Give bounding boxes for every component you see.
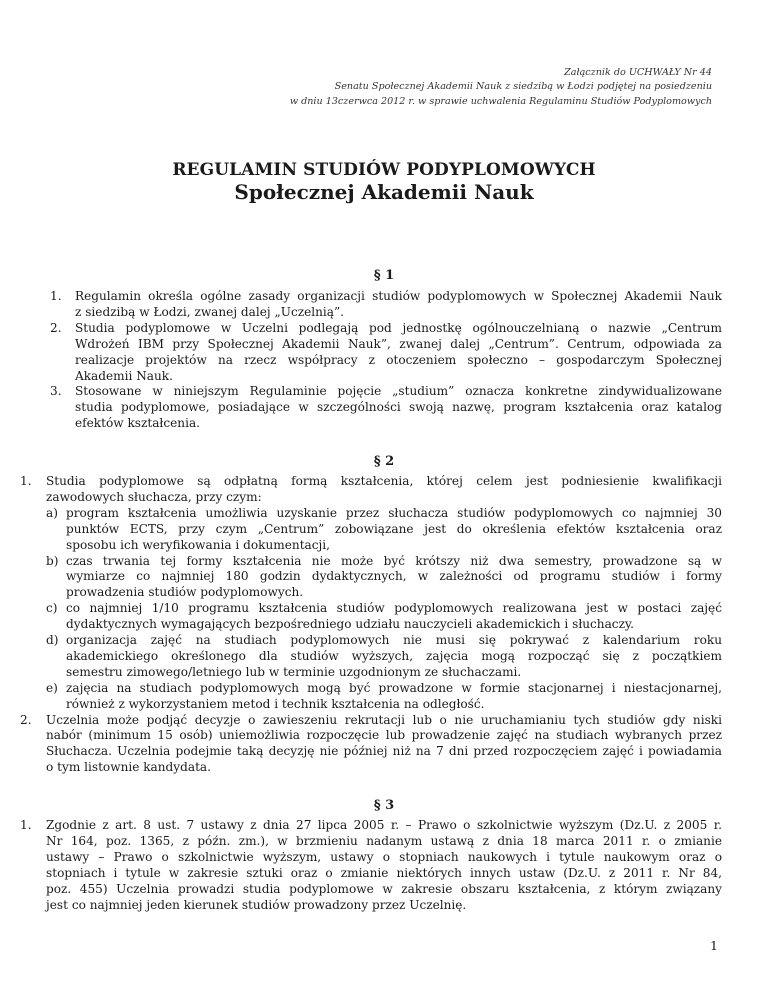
text-line: stopniach i tytule w zakresie sztuki oraz o zmianie niektórych innych ustaw (Dz.U. z 2011 r. Nr 84, [46,865,722,880]
text-line: Zgodnie z art. 8 ust. 7 ustawy z dnia 27 lipca 2005 r. – Prawo o szkolnictwie wyższym (Dz.U. z 2005 r. [46,818,722,832]
subitem-letter: b) [46,553,59,568]
text-line: Studia podyplomowe w Uczelni podlegają pod jednostkę ogólnouczelnianą o nazwie „Centrum [75,320,722,335]
page-number: 1 [710,938,718,953]
text-line: jest co najmniej jeden kierunek studiów prowadzony przez Uczelnię. [46,897,467,912]
text-line: Uczelnia może podjąć decyzje o zawieszeniu rekrutacji lub o nie uruchamianiu tych studiów gdy niski [46,712,722,727]
text-line: program kształcenia umożliwia uzyskanie przez słuchacza studiów podyplomowych co najmniej 30 [66,505,722,520]
text-line: ustawy – Prawo o szkolnictwie wyższym, ustawy o stopniach naukowych i tytule naukowym oraz o [46,849,722,864]
text-line: Słuchacza. Uczelnia podejmie taką decyzję nie później niż na 7 dni przed rozpoczęciem zajęć i powiadamia [46,744,722,759]
text-line: Studia podyplomowe są odpłatną formą kształcenia, której celem jest podniesienie kwalifikacji [46,474,722,488]
text-line: poz. 455) Uczelnia prowadzi studia podyplomowe w zakresie obszaru kształcenia, z którym związany [46,881,722,896]
text-line: zawodowych słuchacza, przy czym: [46,489,262,504]
item-number: 2. [20,712,32,727]
annex-line-1: Załącznik do UCHWAŁY Nr 44 [564,67,712,78]
item-number: 3. [50,384,62,399]
text-line: dydaktycznych wymagających bezpośredniego udziału nauczycieli akademickich i słuchaczy. [66,617,635,632]
text-line: czas trwania tej formy kształcenia nie może być krótszy niż dwa semestry, prowadzone są w [66,553,722,568]
text-line: Stosowane w niniejszym Regulaminie pojęcie „studium” oznacza konkretne zindywidualizowane [75,384,722,399]
text-line: również z wykorzystaniem metod i technik kształcenia na odległość. [66,696,485,711]
item-number: 1. [20,818,32,832]
text-line: akademickiego określonego dla studiów wyższych, zajęcia mogą rozpocząć się z początkiem [66,648,722,663]
annex-line-3: w dniu 13czerwca 2012 r. w sprawie uchwalenia Regulaminu Studiów Podyplomowych [289,95,712,107]
text-line: studia podyplomowe, posiadające w szczególności swoją nazwę, program kształcenia oraz katalog [75,400,722,415]
text-line: o tym listownie kandydata. [46,760,211,775]
item-number: 1. [20,474,32,488]
text-line: co najmniej 1/10 programu kształcenia studiów podyplomowych realizowana jest w postaci zajęć [66,601,722,616]
item-number: 1. [50,289,62,303]
text-line: efektów kształcenia. [75,416,200,431]
document-title: REGULAMIN STUDIÓW PODYPLOMOWYCH [172,160,596,180]
text-line: Wdrożeń IBM przy Społecznej Akademii Nauk”, zwanej dalej „Centrum”. Centrum, odpowiada za [75,336,722,351]
text-line: realizacje projektów na rzecz współpracy z otoczeniem społeczno – gospodarczym Społecznej [75,352,722,367]
item-number: 2. [50,320,62,335]
text-line: Regulamin określa ogólne zasady organizacji studiów podyplomowych w Społecznej Akademii Nauk [75,289,722,303]
text-line: Nr 164, poz. 1365, z późn. zm.), w brzmieniu nadanym ustawą z dnia 18 marca 2011 r. o zmianie [46,833,722,848]
section-2-heading: § 2 [373,454,395,469]
text-line: semestru zimowego/letniego lub w terminie uzgodnionym ze słuchaczami. [66,664,522,679]
section-3-heading: § 3 [373,798,395,813]
section-1-heading: § 1 [373,268,395,283]
text-line: zajęcia na studiach podyplomowych mogą być prowadzone w formie stacjonarnej i niestacjonarnej, [66,680,722,695]
text-line: punktów ECTS, przy czym „Centrum” zobowiązane jest do określenia efektów kształcenia oraz [66,521,722,536]
text-line: nabór (minimum 15 osób) uniemożliwia rozpoczęcie lub prowadzenie zajęć na studiach wybranych przez [46,728,722,743]
document-subtitle: Społecznej Akademii Nauk [234,180,534,204]
subitem-letter: a) [46,505,58,520]
subitem-letter: d) [46,633,59,647]
text-line: wymiarze co najmniej 180 godzin dydaktycznych, w zależności od programu studiów i formy [66,569,722,584]
text-line: sposobu ich weryfikowania i dokumentacji, [66,537,331,552]
text-line: z siedzibą w Łodzi, zwanej dalej „Uczelnią”. [75,304,345,319]
subitem-letter: e) [46,680,58,695]
text-line: organizacja zajęć na studiach podyplomowych nie musi się pokrywać z kalendarium roku [66,633,722,647]
subitem-letter: c) [46,601,58,616]
annex-line-2: Senatu Społecznej Akademii Nauk z siedzibą w Łodzi podjętej na posiedzeniu [334,81,712,93]
text-line: prowadzenia studiów podyplomowych. [66,585,304,600]
annex-header [290,66,712,109]
text-line: Akademii Nauk. [75,368,173,383]
